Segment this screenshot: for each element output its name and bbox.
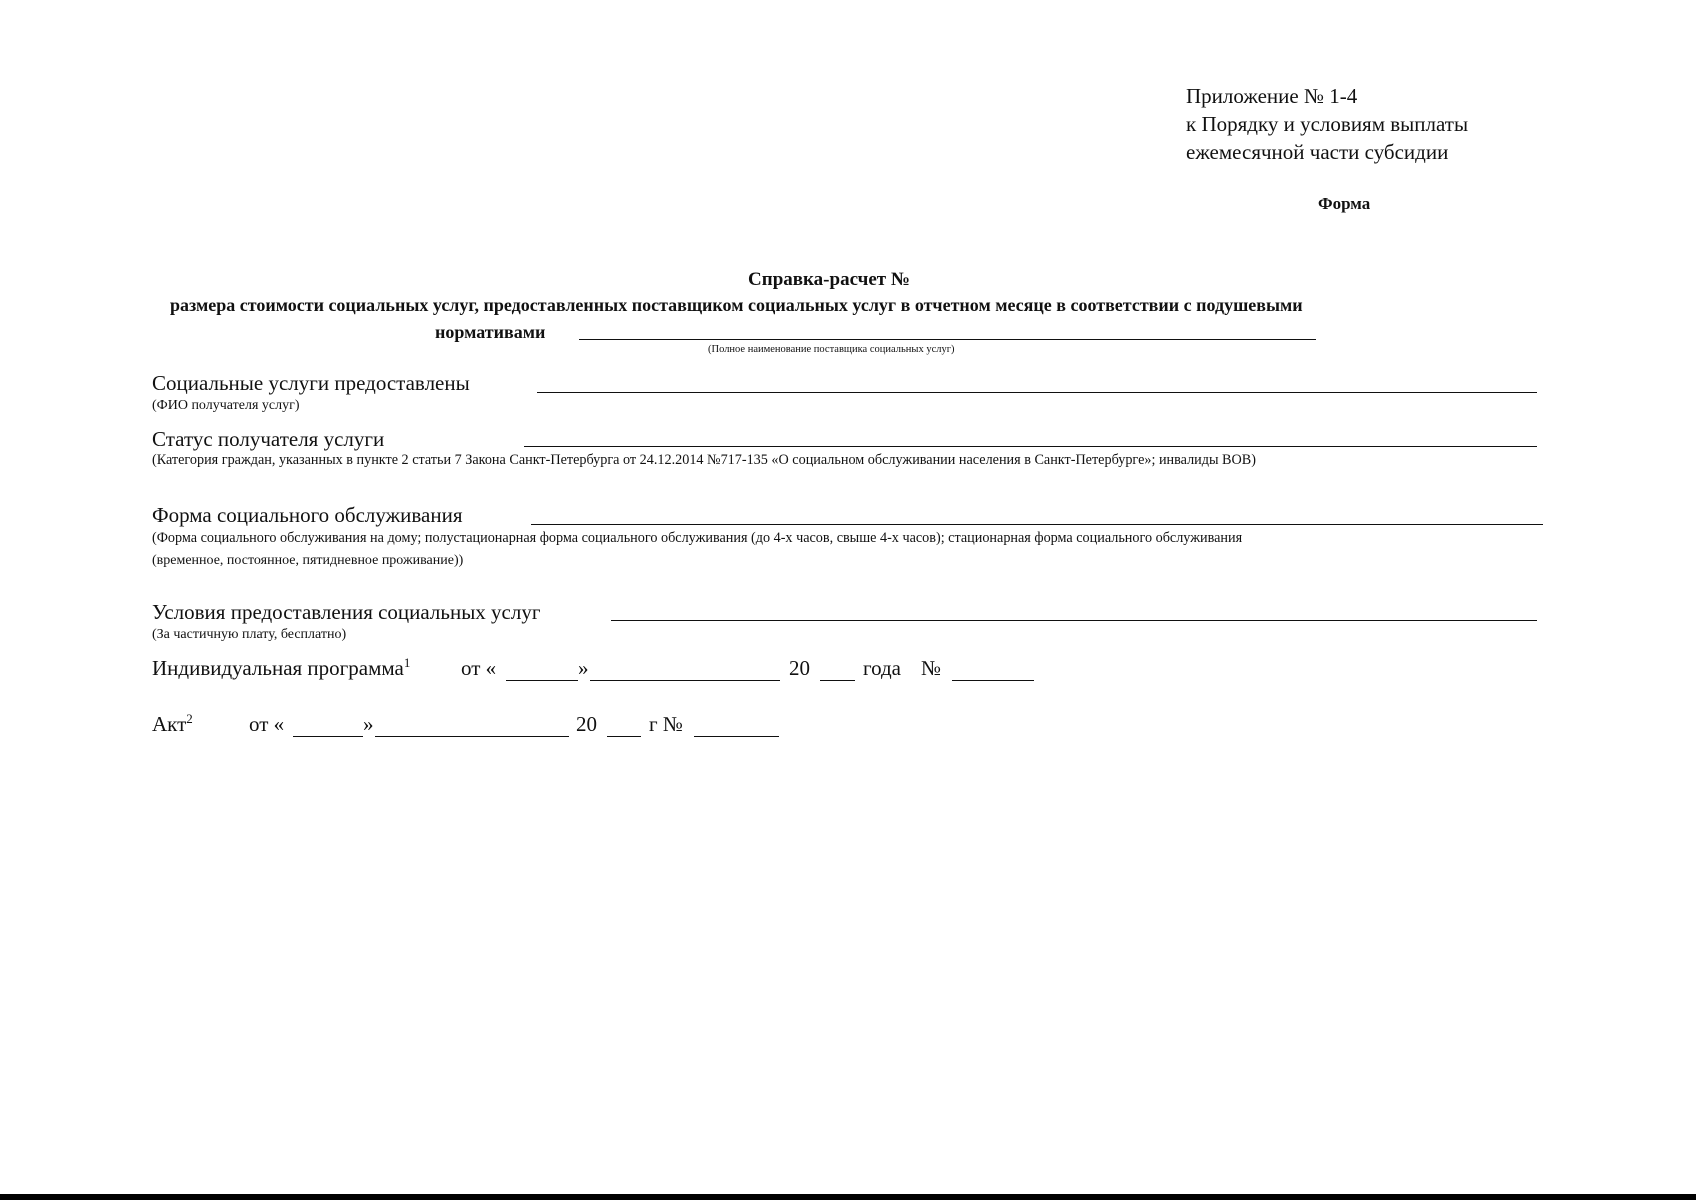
act-close-quote: » [363,712,374,736]
recipient-status-line[interactable] [524,446,1537,447]
service-form-hint-line1: (Форма социального обслуживания на дому; полустационарная форма социального обслуживания (до 4-х часов, свыше 4-х часов); стационарная форма социального обслуживания [152,530,1243,546]
service-conditions-line[interactable] [611,620,1537,621]
footnote-1: 1 [403,655,411,670]
act-from: от « [249,712,285,736]
document-subtitle-line1: размера стоимости социальных услуг, предоставленных поставщиком социальных услуг в отчетном месяце в соответствии с подушевыми [170,295,1303,315]
service-form-hint-line2: (временное, постоянное, пятидневное проживание)) [152,553,464,568]
provider-name-line[interactable] [579,339,1316,340]
act-label: Акт$^2$ [152,711,193,736]
individual-program-close-quote: » [578,656,589,680]
act-year-and-number: г № [649,712,683,736]
recipient-status-label: Статус получателя услуги [152,427,385,451]
individual-program-from: от « [461,656,497,680]
appendix-reference-line3: ежемесячной части субсидии [1186,140,1449,164]
act-month-field[interactable] [375,736,569,737]
act-day-field[interactable] [293,736,363,737]
individual-program-year-prefix: 20 [789,656,810,680]
service-conditions-hint: (За частичную плату, бесплатно) [152,627,347,642]
recipient-name-hint: (ФИО получателя услуг) [152,398,300,413]
appendix-reference-line2: к Порядку и условиям выплаты [1186,112,1469,136]
service-conditions-label: Условия предоставления социальных услуг [152,600,541,624]
act-year-field[interactable] [607,736,641,737]
program-day-field[interactable] [506,680,578,681]
scan-border [0,1194,1696,1200]
individual-program-label: Индивидуальная программа$^1$ [152,655,411,680]
program-year-field[interactable] [820,680,855,681]
document-title: Справка-расчет № [748,269,910,290]
provider-name-hint: (Полное наименование поставщика социальных услуг) [708,344,955,355]
appendix-number: Приложение № 1-4 [1186,84,1358,108]
act-year-prefix: 20 [576,712,597,736]
act-number-field[interactable] [694,736,779,737]
individual-program-number-sign: № [921,656,942,680]
individual-program-year-word: года [863,656,901,680]
program-month-field[interactable] [590,680,780,681]
footnote-2: 2 [186,711,193,726]
document-subtitle-line2: нормативами [435,322,546,342]
services-provided-label: Социальные услуги предоставлены [152,371,470,395]
service-form-line[interactable] [531,524,1543,525]
recipient-name-line[interactable] [537,392,1537,393]
service-form-label: Форма социального обслуживания [152,503,463,527]
program-number-field[interactable] [952,680,1034,681]
form-label: Форма [1318,194,1371,213]
recipient-status-hint: (Категория граждан, указанных в пункте 2 статьи 7 Закона Санкт-Петербурга от 24.12.2014 №717-135 «О социальном обслуживании населения в Санкт-Петербурге»; инвалиды ВОВ) [152,452,1256,468]
